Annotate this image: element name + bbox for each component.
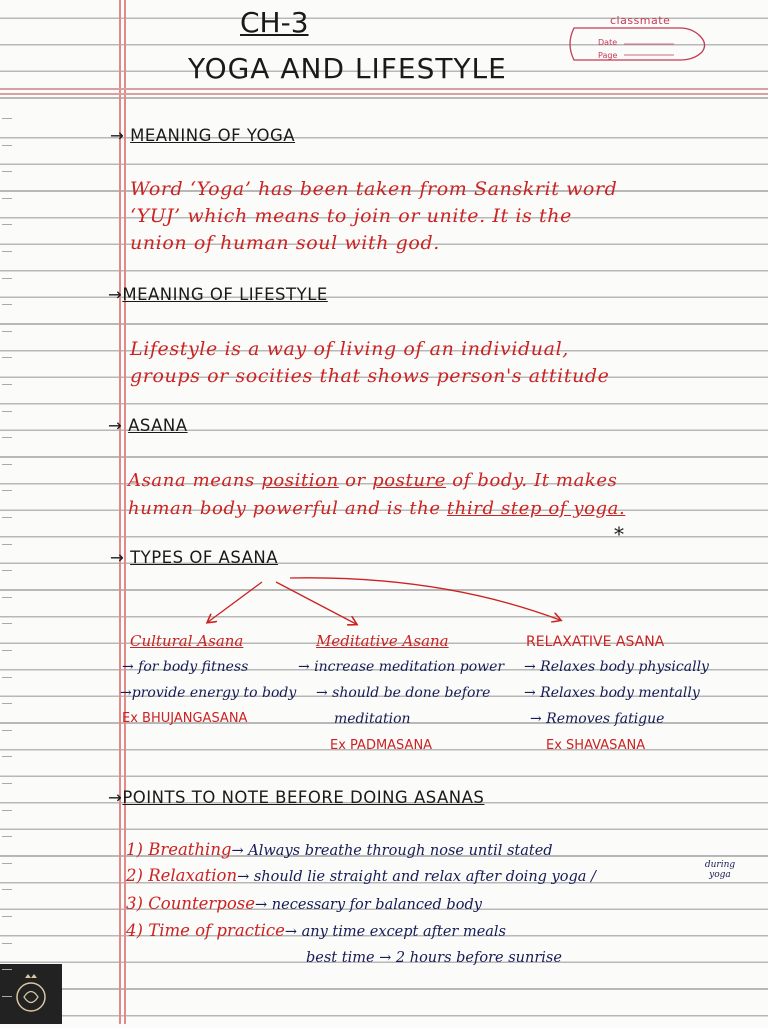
edge-tick — [2, 171, 12, 172]
heading-types-of-asana: → TYPES OF ASANA — [110, 548, 279, 567]
edge-tick — [2, 118, 12, 119]
yoga-line-3: union of human soul with god. — [130, 232, 440, 254]
yoga-line-1: Word ‘Yoga’ has been taken from Sanskrit word — [130, 178, 618, 200]
edge-tick — [2, 889, 12, 890]
asana-line-1: Asana means position or posture of body. It makes — [128, 470, 618, 491]
edge-tick — [2, 490, 12, 491]
edge-tick — [2, 251, 12, 252]
point-2: 2) Relaxation→ should lie straight and relax after doing yoga / — [126, 866, 596, 885]
edge-tick — [2, 836, 12, 837]
edge-tick — [2, 916, 12, 917]
point-4: 4) Time of practice→ any time except after meals — [126, 921, 506, 940]
cultural-item-1: → for body fitness — [122, 659, 249, 675]
relaxative-item-1: → Relaxes body physically — [524, 659, 709, 675]
stamp-date-label: Date — [598, 38, 618, 47]
edge-tick — [2, 570, 12, 571]
meditative-example: Ex PADMASANA — [330, 738, 433, 753]
stamp-brand: classmate — [610, 14, 671, 27]
stamp-page-label: Page — [598, 51, 618, 60]
edge-tick — [2, 623, 12, 624]
relaxative-item-2: → Relaxes body mentally — [524, 685, 700, 701]
edge-tick — [2, 357, 12, 358]
heading-meaning-of-yoga: → MEANING OF YOGA — [110, 126, 296, 145]
heading-meaning-of-lifestyle: →MEANING OF LIFESTYLE — [108, 285, 328, 304]
edge-tick — [2, 411, 12, 412]
edge-tick — [2, 145, 12, 146]
edge-tick — [2, 198, 12, 199]
edge-tick — [2, 650, 12, 651]
best-time-note: best time → 2 hours before sunrise — [306, 950, 562, 966]
chapter-title: CH-3 — [240, 6, 309, 39]
column-title-cultural: Cultural Asana — [130, 632, 244, 650]
page-title: YOGA AND LIFESTYLE — [188, 52, 507, 85]
edge-tick — [2, 863, 12, 864]
column-title-relaxative: RELAXATIVE ASANA — [526, 634, 665, 650]
relaxative-example: Ex SHAVASANA — [546, 738, 646, 753]
edge-tick — [2, 703, 12, 704]
edge-tick — [2, 437, 12, 438]
edge-tick — [2, 969, 12, 970]
meditative-item-1: → increase meditation power — [298, 659, 505, 675]
heading-points-to-note: →POINTS TO NOTE BEFORE DOING ASANAS — [108, 788, 485, 807]
edge-tick — [2, 597, 12, 598]
lifestyle-line-2: groups or socities that shows person's attitude — [130, 365, 610, 387]
relaxative-item-3: → Removes fatigue — [530, 711, 665, 727]
edge-tick — [2, 730, 12, 731]
edge-tick — [2, 996, 12, 997]
meditative-item-2: → should be done before — [316, 685, 491, 701]
corner-logo — [0, 964, 62, 1024]
crest-icon — [0, 964, 62, 1024]
edge-tick — [2, 756, 12, 757]
edge-tick — [2, 464, 12, 465]
cultural-example: Ex BHUJANGASANA — [122, 711, 248, 726]
edge-tick — [2, 677, 12, 678]
asterisk-mark: * — [614, 522, 624, 546]
edge-tick — [2, 544, 12, 545]
cultural-item-2: →provide energy to body — [120, 685, 297, 701]
edge-tick — [2, 384, 12, 385]
edge-tick — [2, 331, 12, 332]
edge-tick — [2, 810, 12, 811]
edge-tick — [2, 304, 12, 305]
edge-tick — [2, 517, 12, 518]
yoga-line-2: ‘YUJ’ which means to join or unite. It is the — [130, 205, 572, 227]
edge-tick — [2, 278, 12, 279]
during-yoga-note: during yoga — [704, 860, 736, 880]
lifestyle-line-1: Lifestyle is a way of living of an individual, — [130, 338, 569, 360]
column-title-meditative: Meditative Asana — [316, 632, 449, 650]
heading-asana: → ASANA — [108, 416, 188, 435]
point-1: 1) Breathing→ Always breathe through nose until stated — [126, 840, 553, 859]
edge-tick — [2, 783, 12, 784]
point-3: 3) Counterpose→ necessary for balanced body — [126, 894, 482, 913]
meditative-item-3: meditation — [334, 711, 411, 727]
asana-line-2: human body powerful and is the third step of yoga. — [128, 498, 626, 519]
edge-tick — [2, 943, 12, 944]
edge-tick — [2, 224, 12, 225]
